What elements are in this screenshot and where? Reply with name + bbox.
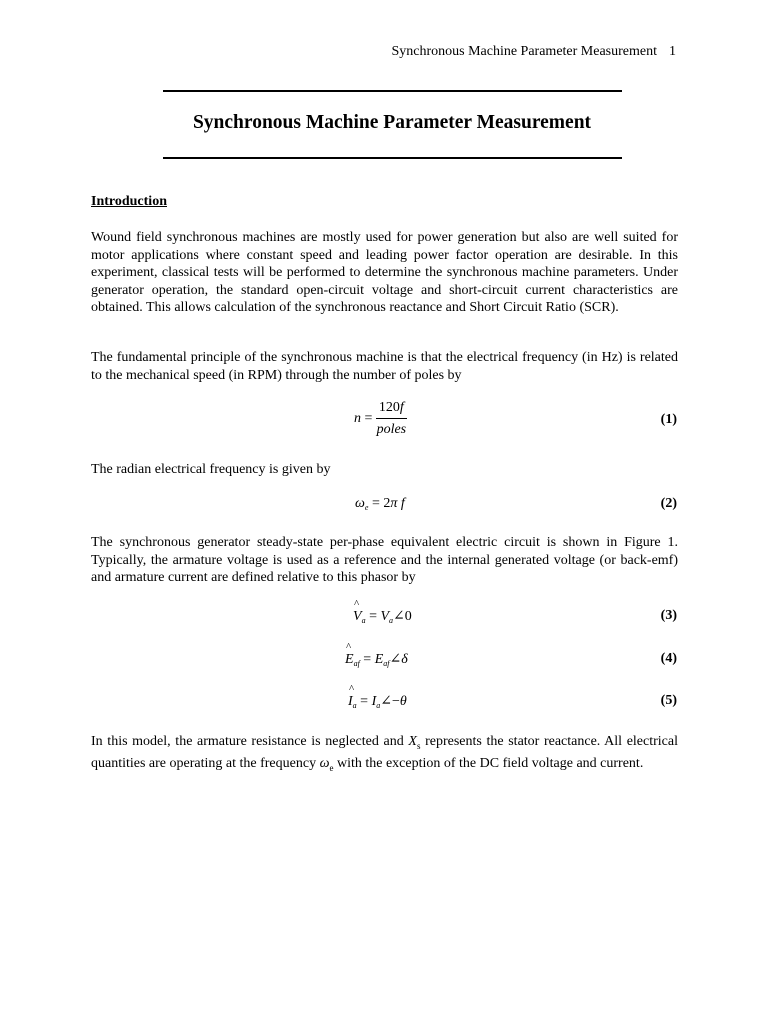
equation-4 [345, 651, 408, 668]
paragraph-principle: The fundamental principle of the synchronous machine is that the electrical frequency (in Hz) is related to the mechanical speed (in RPM) through the number of poles by [91, 350, 678, 383]
equation-3 [353, 608, 412, 625]
eq1-equals: = [364, 411, 373, 427]
eq1-lhs: n [354, 411, 361, 427]
running-header-title: Synchronous Machine Parameter Measurement [391, 44, 657, 59]
equation-number-3: (3) [660, 608, 677, 623]
eq5-equals: = [360, 694, 369, 709]
omega-symbol: ω [319, 756, 330, 772]
running-header [391, 44, 676, 60]
equation-number-5: (5) [660, 693, 677, 708]
eq2-sub: e [364, 503, 369, 512]
eq1-denominator: poles [376, 422, 407, 437]
page-title: Synchronous Machine Parameter Measurement [192, 112, 592, 133]
section-heading: Introduction [91, 194, 167, 209]
eq3-v-hat: ^ V [353, 609, 362, 625]
eq5-angle: ∠ [380, 694, 392, 709]
page-number: 1 [669, 44, 676, 59]
title-rule-top [163, 90, 622, 92]
xs-subscript: s [416, 740, 421, 751]
xs-symbol: X [408, 734, 417, 749]
eq5-sub-a: a [352, 701, 357, 710]
eq5-theta: θ [399, 694, 407, 709]
eq4-equals: = [363, 652, 372, 667]
eq5-i-hat: ^ I [348, 694, 353, 710]
eq4-delta: δ [401, 652, 408, 667]
model-text-2: represents the stator reactance. All electrical quantities are operating at the frequency [91, 734, 678, 772]
model-text-1: In this model, the armature resistance is neglected and [91, 734, 409, 749]
eq4-sub-af2: af [383, 659, 390, 668]
model-text-3: with the exception of the DC field voltage and current. [333, 756, 644, 772]
eq4-angle: ∠ [389, 652, 402, 667]
eq2-omega: ω [355, 496, 365, 511]
eq3-sub-a: a [361, 616, 366, 625]
eq3-equals: = [369, 609, 377, 624]
eq3-v: V [380, 609, 390, 624]
eq3-sub-a2: a [389, 616, 394, 625]
title-rule-bottom [163, 157, 622, 159]
equation-number-4: (4) [660, 651, 677, 666]
eq1-fraction [376, 400, 407, 438]
equation-1 [354, 400, 407, 438]
omega-subscript: e [329, 763, 334, 774]
eq4-e: E [374, 652, 384, 667]
equation-2 [355, 496, 405, 512]
eq2-equals: = [371, 496, 380, 511]
eq2-pi: π [390, 496, 398, 511]
equation-number-1: (1) [660, 412, 677, 427]
eq2-f: f [400, 496, 405, 511]
eq4-e-hat: ^ E [345, 652, 354, 668]
eq5-sub-a2: a [376, 701, 381, 710]
paragraph-circuit: The synchronous generator steady-state per-phase equivalent electric circuit is shown in Figure 1. Typically, the armature voltage is used as a reference and the internal generated voltage (or back-emf) and armature current are defined relative to this phasor by [91, 535, 678, 585]
paragraph-radian: The radian electrical frequency is given by [91, 462, 331, 477]
eq3-angle: ∠ [393, 609, 405, 624]
eq2-two: 2 [383, 496, 391, 511]
eq1-numerator: 120f [376, 400, 407, 419]
eq3-zero: 0 [404, 609, 412, 624]
eq5-minus: − [391, 694, 400, 709]
paragraph-intro: Wound field synchronous machines are mostly used for power generation but also are well suited for motor applications where constant speed and leading power factor operation are desirable. In this experiment, classical tests will be performed to determine the synchronous machine parameters. Under generator operation, the standard open-circuit voltage and short-circuit current characteristics are obtained. This allows calculation of the synchronous reactance and Short Circuit Ratio (SCR). [91, 230, 678, 315]
equation-number-2: (2) [660, 496, 677, 511]
paragraph-model [91, 733, 678, 778]
equation-5 [348, 693, 407, 710]
eq4-sub-af: af [353, 659, 360, 668]
eq5-i: I [371, 694, 377, 709]
